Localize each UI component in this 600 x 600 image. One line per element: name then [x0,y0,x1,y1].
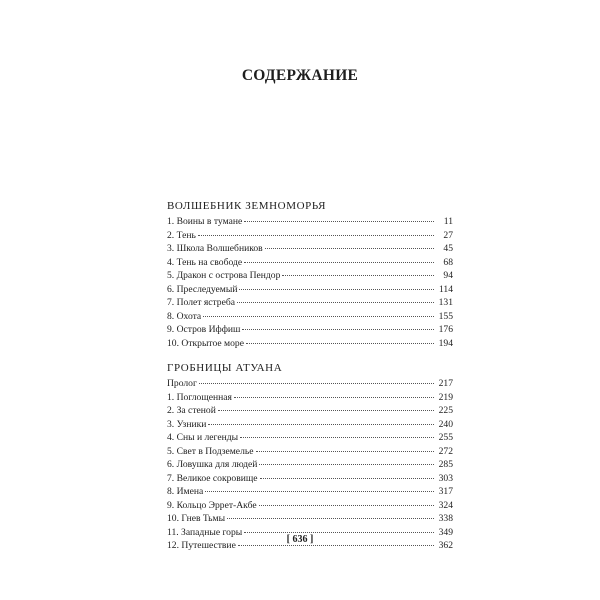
dot-leader [205,491,434,492]
entry-page-number: 303 [438,472,453,484]
toc-entry [167,229,453,243]
entry-page-number: 240 [438,418,453,430]
part-title: ВОЛШЕБНИК ЗЕМНОМОРЬЯ [167,200,327,212]
dot-leader [198,235,434,236]
entry-title: 7. Полет ястреба [167,297,236,308]
toc-entry [167,269,453,283]
dot-leader [240,437,434,438]
entry-page-number: 194 [438,337,453,349]
toc-part [167,200,453,350]
dot-leader [234,397,434,398]
entry-page-number: 11 [443,216,453,227]
entry-title: 11. Западные горы [167,526,243,538]
entry-list [167,377,453,553]
entry-title: 1. Воины в тумане [167,216,243,227]
toc-entry [167,242,453,256]
entry-page-number: 324 [438,499,453,511]
entry-page-number: 349 [438,526,453,538]
dot-leader [256,451,435,452]
entry-page-number: 317 [438,486,453,497]
toc-entry [167,377,453,391]
toc-entry [167,472,453,486]
toc-entry [167,215,453,229]
dot-leader [246,343,434,344]
entry-page-number: 217 [438,378,453,389]
toc-entry [167,485,453,499]
entry-title: 9. Кольцо Эррет-Акбе [167,499,257,511]
entry-title: 3. Узники [167,418,207,430]
toc-entry [167,310,453,324]
entry-title: 9. Остров Иффиш [167,324,241,335]
entry-page-number: 176 [438,324,453,335]
entry-title: 4. Сны и легенды [167,432,239,443]
toc-entry [167,323,453,337]
entry-title: 10. Гнев Тьмы [167,513,226,524]
entry-page-number: 68 [443,256,453,268]
dot-leader [282,275,434,276]
entry-title: 3. Школа Волшебников [167,243,263,254]
entry-title: 8. Имена [167,486,204,497]
dot-leader [244,532,434,533]
entry-title: 4. Тень на свободе [167,256,243,268]
entry-title: 2. За стеной [167,405,216,416]
part-title: ГРОБНИЦЫ АТУАНА [167,362,283,374]
entry-title: 5. Свет в Подземелье [167,445,254,457]
entry-page-number: 225 [438,405,453,416]
toc-entry [167,458,453,472]
toc-entry [167,431,453,445]
entry-title: 12. Путешествие [167,540,236,551]
entry-page-number: 27 [443,229,453,241]
dot-leader [237,302,434,303]
dot-leader [239,289,434,290]
entry-title: 1. Поглощенная [167,391,232,403]
entry-title: 7. Великое сокровище [167,472,258,484]
entry-page-number: 255 [438,432,453,443]
page-title: СОДЕРЖАНИЕ [241,67,359,84]
entry-title: 8. Охота [167,310,202,322]
dot-leader [244,262,434,263]
dot-leader [242,329,434,330]
dot-leader [238,545,434,546]
entry-page-number: 219 [438,391,453,403]
dot-leader [208,424,434,425]
entry-title: 6. Преследуемый [167,283,238,295]
entry-page-number: 155 [438,310,453,322]
entry-page-number: 272 [438,445,453,457]
entry-page-number: 285 [438,459,453,470]
dot-leader [259,464,434,465]
dot-leader [218,410,434,411]
table-of-contents [167,200,453,553]
entry-title: 10. Открытое море [167,337,244,349]
entry-title: 6. Ловушка для людей [167,459,258,470]
toc-entry [167,337,453,351]
dot-leader [203,316,434,317]
dot-leader [259,505,434,506]
entry-title: 2. Тень [167,229,196,241]
entry-page-number: 362 [438,540,453,551]
toc-entry [167,296,453,310]
dot-leader [244,221,434,222]
entry-page-number: 131 [438,297,453,308]
part-spacer [167,350,453,362]
toc-part [167,362,453,553]
entry-list [167,215,453,350]
toc-entry [167,404,453,418]
dot-leader [199,383,434,384]
dot-leader [265,248,434,249]
toc-entry [167,256,453,270]
dot-leader [260,478,434,479]
dot-leader [227,518,434,519]
entry-page-number: 94 [443,270,453,281]
toc-entry [167,391,453,405]
toc-entry [167,445,453,459]
toc-entry [167,418,453,432]
page-number: [ 636 ] [286,534,314,545]
entry-page-number: 114 [438,283,453,295]
entry-page-number: 338 [438,513,453,524]
toc-entry [167,499,453,513]
entry-title: Пролог [167,378,197,389]
entry-page-number: 45 [443,243,453,254]
entry-title: 5. Дракон с острова Пендор [167,270,281,281]
toc-entry [167,283,453,297]
toc-entry [167,512,453,526]
